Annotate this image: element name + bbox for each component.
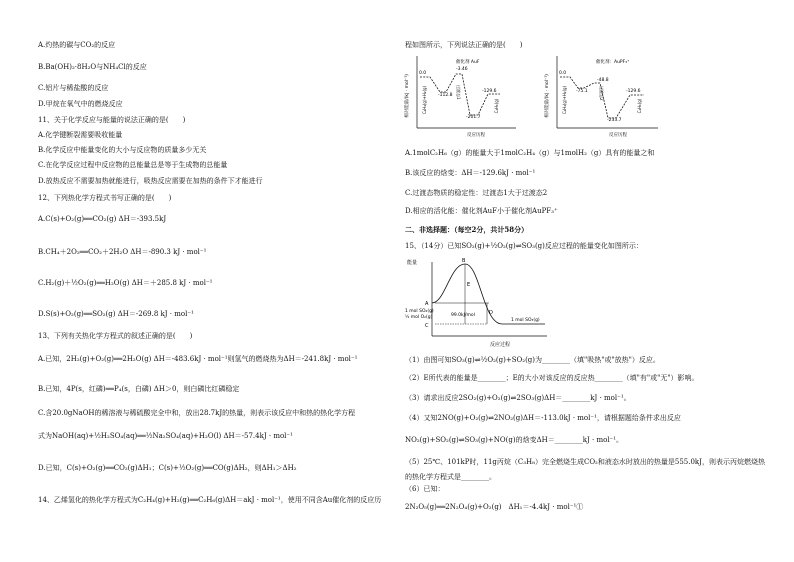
chart1-int-value: -112.8	[438, 93, 453, 98]
product-label: 1 mol SO₃(g)	[511, 318, 540, 323]
chart2-right-species: C₂H₆(g)	[637, 98, 642, 114]
q11-option-b: B.化学反应中能量变化的大小与反应物的质量多少无关	[38, 146, 207, 154]
q12-option-a: A.C(s)+O₂(g)══CO₂(g) ΔH＝-393.5kJ	[38, 215, 167, 223]
q10-option-c: C.铝片与稀盐酸的反应	[38, 84, 109, 92]
q13-stem: 13、下列有关热化学方程式的叙述正确的是( )	[38, 332, 193, 340]
q11-option-d: D.放热反应不需要加热就能进行，吸热反应需要在加热的条件下才能进行	[38, 177, 263, 185]
q14-option-c: C.过渡态物质的稳定性：过渡态1大于过渡态2	[405, 189, 548, 197]
energy-xlabel: 反应过程	[489, 342, 511, 348]
q14-stem: 14、乙烯氢化的热化学方程式为C₂H₄(g)+H₂(g)══C₂H₆(g)ΔH＝akJ · mol⁻¹，使用不同含Au催化剂的反应历	[38, 496, 382, 504]
q13-option-b: B.已知，4P(s，红磷)══P₄(s，白磷) ΔH＞0，则白磷比红磷稳定	[38, 385, 240, 393]
q12-option-c: C.H₂(g)＋½O₂(g)══H₂O(g) ΔH＝＋285.8 kJ · mol⁻¹	[38, 279, 213, 287]
label-b: B	[462, 258, 466, 264]
chart2-catalyst: 催化剂：AuPF₃⁺	[596, 60, 630, 65]
q10-option-a: A.灼热的碳与CO₂的反应	[38, 41, 116, 49]
chart1-end-value: -129.6	[482, 89, 497, 94]
section-two-heading: 二、非选择题：（每空2分，共计58分）	[405, 225, 529, 234]
energy-axis-label: 能量	[407, 260, 418, 266]
chart1-ts-value: -3.46	[456, 67, 468, 72]
label-c: C	[425, 323, 429, 329]
chart1-start-value: 0.0	[419, 71, 427, 76]
q15-item-2: （2）E所代表的能量是________；E的大小对该反应的反应热________（填"有"或"无"）影响。	[405, 374, 699, 382]
q12-option-b: B.CH₄＋2O₂══CO₂＋2H₂O ΔH＝-890.3 kJ · mol⁻¹	[38, 248, 207, 256]
q11-option-a: A.化学键断裂需要吸收能量	[38, 131, 123, 139]
chart1-left-species: C₂H₄(g)+H₂(g)	[422, 85, 427, 115]
q13-option-d: D.已知，C(s)+O₂(g)══CO₂(g)ΔH₁；C(s)+½O₂(g)══CO(g)ΔH₂，则ΔH₁＞ΔH₂	[38, 464, 297, 472]
label-e: E	[467, 282, 471, 288]
chart2-left-species: C₂H₄(g)+H₂(g)	[562, 85, 567, 115]
chart1-ts-label: 过渡态1	[456, 85, 461, 100]
chart2-start-value: 0.0	[559, 71, 567, 76]
q14-stem-continued: 程如图所示，下列说法正确的是( )	[405, 41, 523, 49]
so2-energy-diagram	[405, 256, 555, 350]
delta-h-label: 99.0kJ/mol	[451, 313, 475, 318]
reactants-line1: 1 mol SO₂(g)	[405, 309, 434, 314]
chart1-xlabel: 反应历程	[467, 133, 485, 138]
q14-option-d: D.相应的活化能：催化剂AuF小于催化剂AuPF₃⁺	[405, 207, 558, 215]
q12-stem: 12、下列热化学方程式书写正确的是( )	[38, 194, 172, 202]
chart2-ts-value: -48.8	[597, 78, 609, 83]
q15-item-4b: NO₂(g)+SO₂(g)⇌SO₃(g)+NO(g)的焓变ΔH＝________kJ · mol⁻¹。	[405, 436, 624, 444]
chart2-low-value: -233.7	[607, 118, 622, 123]
q15-item-5b: 的热化学方程式是________。	[405, 473, 496, 481]
q15-item-4: （4）又知2NO(g)+O₂(g)⇌2NO₂(g)ΔH＝-113.0kJ · mol⁻¹，请根据题给条件求出反应	[405, 414, 681, 422]
q10-option-b: B.Ba(OH)₂·8H₂O与NH₄Cl的反应	[38, 63, 147, 71]
label-a: A	[425, 301, 429, 307]
q14-option-b: B.该反应的焓变：ΔH＝-129.6kJ · mol⁻¹	[405, 169, 536, 177]
q13-option-c-line1: C.含20.0gNaOH的稀溶液与稀硫酸完全中和，放出28.7kJ的热量，则表示该反应中和热的热化学方程	[38, 409, 356, 417]
q15-item-1: （1）由图可知SO₃(g)⇌½O₂(g)+SO₂(g)为________（填"吸热"或"放热"）反应。	[405, 356, 660, 364]
chart2-int-value: -75.1	[576, 89, 588, 94]
label-d: D	[489, 310, 493, 316]
chart2-ylabel: 相对能量/(kJ · mol⁻¹)	[545, 74, 550, 118]
q15-stem: 15、（14分）已知SO₂(g)+½O₂(g)⇌SO₃(g)反应过程的能量变化如图所示：	[405, 242, 643, 250]
chart1-catalyst: 催化剂 AuF	[456, 60, 480, 65]
chart2-end-value: -129.6	[626, 89, 641, 94]
chart1-ylabel: 相对能量/(kJ · mol⁻¹)	[405, 74, 410, 118]
q15-item-3: （3）请求出反应2SO₂(g)+O₂(g)⇌2SO₃(g)ΔH＝________kJ · mol⁻¹。	[405, 394, 631, 402]
q13-option-c-line2: 式为NaOH(aq)+½H₂SO₄(aq)══½Na₂SO₄(aq)+H₂O(l) ΔH＝-57.4kJ · mol⁻¹	[38, 432, 293, 440]
reactants-line2: ½ mol O₂(g)	[405, 315, 433, 320]
q11-option-c: C.在化学反应过程中反应物的总能量总是等于生成物的总能量	[38, 161, 228, 169]
q14-option-a: A.1molC₂H₆（g）的能量大于1molC₂H₄（g）与1molH₂（g）具有的能量之和	[405, 149, 655, 157]
chart1-right-species: C₂H₆(g)	[494, 98, 499, 114]
q12-option-d: D.S(s)+O₂(g)══SO₂(g) ΔH＝-269.8 kJ · mol⁻¹	[38, 310, 194, 318]
q15-item-6: （6）已知：	[405, 485, 445, 493]
q15-item-6-equation: 2N₂O₅(g)══2N₂O₄(g)+O₂(g) ΔH₁＝-4.4kJ · mol⁻¹①	[405, 503, 584, 511]
chart2-xlabel: 反应历程	[609, 133, 627, 138]
chart2-ts-label: 过渡态2	[599, 86, 604, 101]
q10-option-d: D.甲烷在氧气中的燃烧反应	[38, 100, 123, 108]
energy-profile-chart-auf	[404, 52, 522, 140]
q15-item-5: （5）25℃、101kP时，11g丙烷（C₃H₈）完全燃烧生成CO₂和液态水时放出的热量是555.0kJ，则表示丙烷燃烧热	[405, 458, 765, 466]
q11-stem: 11、关于化学反应与能量的说法正确的是( )	[38, 116, 186, 124]
q13-option-a: A.已知，2H₂(g)+O₂(g)══2H₂O(g) ΔH＝-483.6kJ · mol⁻¹则氢气的燃烧热为ΔH＝-241.8kJ · mol⁻¹	[38, 355, 358, 363]
energy-profile-chart-aupf3	[544, 52, 664, 140]
chart1-low-value: -201.7	[466, 115, 481, 120]
